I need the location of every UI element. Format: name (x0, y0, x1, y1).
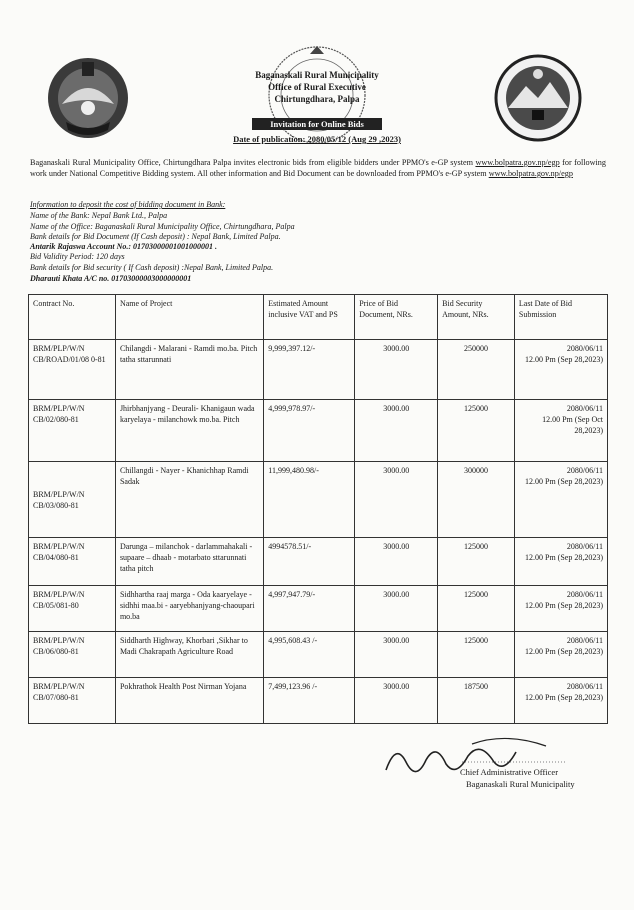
estimated-amount: 7,499,123.96 /- (264, 678, 355, 724)
bid-doc-price: 3000.00 (355, 678, 438, 724)
table-row (29, 462, 608, 538)
contract-no: BRM/PLP/W/N CB/07/080-81 (29, 678, 116, 724)
contract-no: BRM/PLP/W/N CB/05/081-80 (29, 586, 116, 632)
header-office-name: Office of Rural Executive (268, 82, 366, 92)
header-location: Chirtungdhara, Palpa (274, 94, 360, 104)
last-date-value: 2080/06/11 (566, 542, 603, 551)
header-municipality-name: Baganaskali Rural Municipality (255, 70, 379, 80)
intro-paragraph (30, 157, 606, 179)
last-date-time: 12.00 Pm (Sep 28,2023) (525, 693, 603, 702)
bid-doc-price: 3000.00 (355, 462, 438, 538)
project-name: Chilangdi - Malarani - Ramdi mo.ba. Pitch tatha sttarunnati (115, 340, 263, 400)
table-row (29, 400, 608, 462)
estimated-amount: 11,999,480.98/- (264, 462, 355, 538)
bid-security: 125000 (438, 632, 515, 678)
table-row (29, 678, 608, 724)
municipality-logo-icon (492, 52, 584, 144)
header-bid-doc-price: Price of Bid Document, NRs. (355, 295, 438, 340)
intro-text-1: Baganaskali Rural Municipality Office, Chirtungdhara Palpa invites electronic bids from eligible bidders under PPMO's e-GP system (30, 158, 476, 167)
table-header-row (29, 295, 608, 340)
project-name: Darunga – milanchok - darlammahakali - supaare – dhaab - motarbato sttarunnati tatha pitch (115, 538, 263, 586)
last-date-time: 12.00 Pm (Sep 28,2023) (525, 601, 603, 610)
invitation-title: Invitation for Online Bids (252, 118, 382, 130)
office-name: Name of the Office: Baganaskali Rural Municipality Office, Chirtungdhara, Palpa (30, 222, 295, 231)
contract-no: BRM/PLP/W/N CB/ROAD/01/08 0-81 (29, 340, 116, 400)
signatory-org: Baganaskali Rural Municipality (466, 779, 575, 789)
last-date (514, 678, 607, 724)
project-name: Pokhrathok Health Post Nirman Yojana (115, 678, 263, 724)
contract-no: BRM/PLP/W/N CB/03/080-81 (29, 462, 116, 538)
egp-link-2[interactable]: www.bolpatra.gov.np/egp (488, 169, 573, 178)
bid-validity: Bid Validity Period: 120 days (30, 252, 125, 261)
project-name: Chillangdi - Nayer - Khanichhap Ramdi Sadak (115, 462, 263, 538)
last-date-time: 12.00 Pm (Sep 28,2023) (525, 477, 603, 486)
bid-doc-bank-details: Bank details for Bid Document (If Cash deposit) : Nepal Bank, Limited Palpa. (30, 232, 281, 241)
last-date-value: 2080/06/11 (566, 404, 603, 413)
table-row (29, 586, 608, 632)
last-date-time: 12.00 Pm (Sep 28,2023) (525, 355, 603, 364)
last-date (514, 586, 607, 632)
last-date-value: 2080/06/11 (566, 466, 603, 475)
contract-no: BRM/PLP/W/N CB/02/080-81 (29, 400, 116, 462)
last-date (514, 538, 607, 586)
bank-name: Name of the Bank: Nepal Bank Ltd., Palpa (30, 211, 168, 220)
bid-doc-price: 3000.00 (355, 586, 438, 632)
header-contract-no: Contract No. (29, 295, 116, 340)
last-date (514, 400, 607, 462)
estimated-amount: 4,995,608.43 /- (264, 632, 355, 678)
bid-security: 250000 (438, 340, 515, 400)
table-row (29, 632, 608, 678)
header-bid-security: Bid Security Amount, NRs. (438, 295, 515, 340)
intro-text-2: for following work under National Competitive Bidding system. All other information and Bid Document can be downloaded from PPMO's e-GP system (30, 158, 606, 178)
bank-info-heading: Information to deposit the cost of bidding document in Bank: (30, 200, 226, 209)
bid-doc-price: 3000.00 (355, 538, 438, 586)
last-date-value: 2080/06/11 (566, 636, 603, 645)
estimated-amount: 4,999,978.97/- (264, 400, 355, 462)
contract-no: BRM/PLP/W/N CB/04/080-81 (29, 538, 116, 586)
bid-doc-price: 3000.00 (355, 632, 438, 678)
bid-doc-price: 3000.00 (355, 340, 438, 400)
bid-security: 125000 (438, 400, 515, 462)
dharauti-account: Dharauti Khata A/C no. 01703000003000000001 (30, 274, 192, 283)
last-date-time: 12.00 Pm (Sep Oct 28,2023) (542, 415, 603, 435)
header-project-name: Name of Project (115, 295, 263, 340)
last-date-time: 12.00 Pm (Sep 28,2023) (525, 553, 603, 562)
last-date (514, 340, 607, 400)
bid-security: 125000 (438, 538, 515, 586)
bid-security: 300000 (438, 462, 515, 538)
bid-doc-price: 3000.00 (355, 400, 438, 462)
header-last-date: Last Date of Bid Submission (514, 295, 607, 340)
table-row (29, 538, 608, 586)
bid-security-bank-details: Bank details for Bid security ( If Cash deposit) :Nepal Bank, Limited Palpa. (30, 263, 274, 272)
bid-security: 125000 (438, 586, 515, 632)
egp-link-1[interactable]: www.bolpatra.gov.np/egp (475, 158, 560, 167)
last-date (514, 632, 607, 678)
project-name: Jhirbhanjyang - Deurali- Khanigaun wada karyelaya - milanchowk mo.ba. Pitch (115, 400, 263, 462)
estimated-amount: 9,999,397.12/- (264, 340, 355, 400)
project-name: Siddharth Highway, Khorbari ,Sikhar to Madi Chakrapath Agriculture Road (115, 632, 263, 678)
last-date-value: 2080/06/11 (566, 682, 603, 691)
header-estimated-amount: Estimated Amount inclusive VAT and PS (264, 295, 355, 340)
publication-date: Date of publication: 2080/05/12 (Aug 29 ,2023) (233, 134, 401, 144)
project-name: Sidhhartha raaj marga - Oda kaaryelaye - sidhhi maa.bi - aaryebhanjyang-chaoupari mo.ba (115, 586, 263, 632)
contract-no: BRM/PLP/W/N CB/06/080-81 (29, 632, 116, 678)
nepal-government-emblem-icon (42, 52, 134, 144)
table-row (29, 340, 608, 400)
bid-security: 187500 (438, 678, 515, 724)
last-date-time: 12.00 Pm (Sep 28,2023) (525, 647, 603, 656)
bids-table (28, 294, 608, 724)
estimated-amount: 4,997,947.79/- (264, 586, 355, 632)
last-date (514, 462, 607, 538)
estimated-amount: 4994578.51/- (264, 538, 355, 586)
last-date-value: 2080/06/11 (566, 344, 603, 353)
antarik-account: Antarik Rajaswa Account No.: 01703000001001000001 . (30, 242, 218, 251)
last-date-value: 2080/06/11 (566, 590, 603, 599)
signatory-title: Chief Administrative Officer (460, 767, 559, 777)
